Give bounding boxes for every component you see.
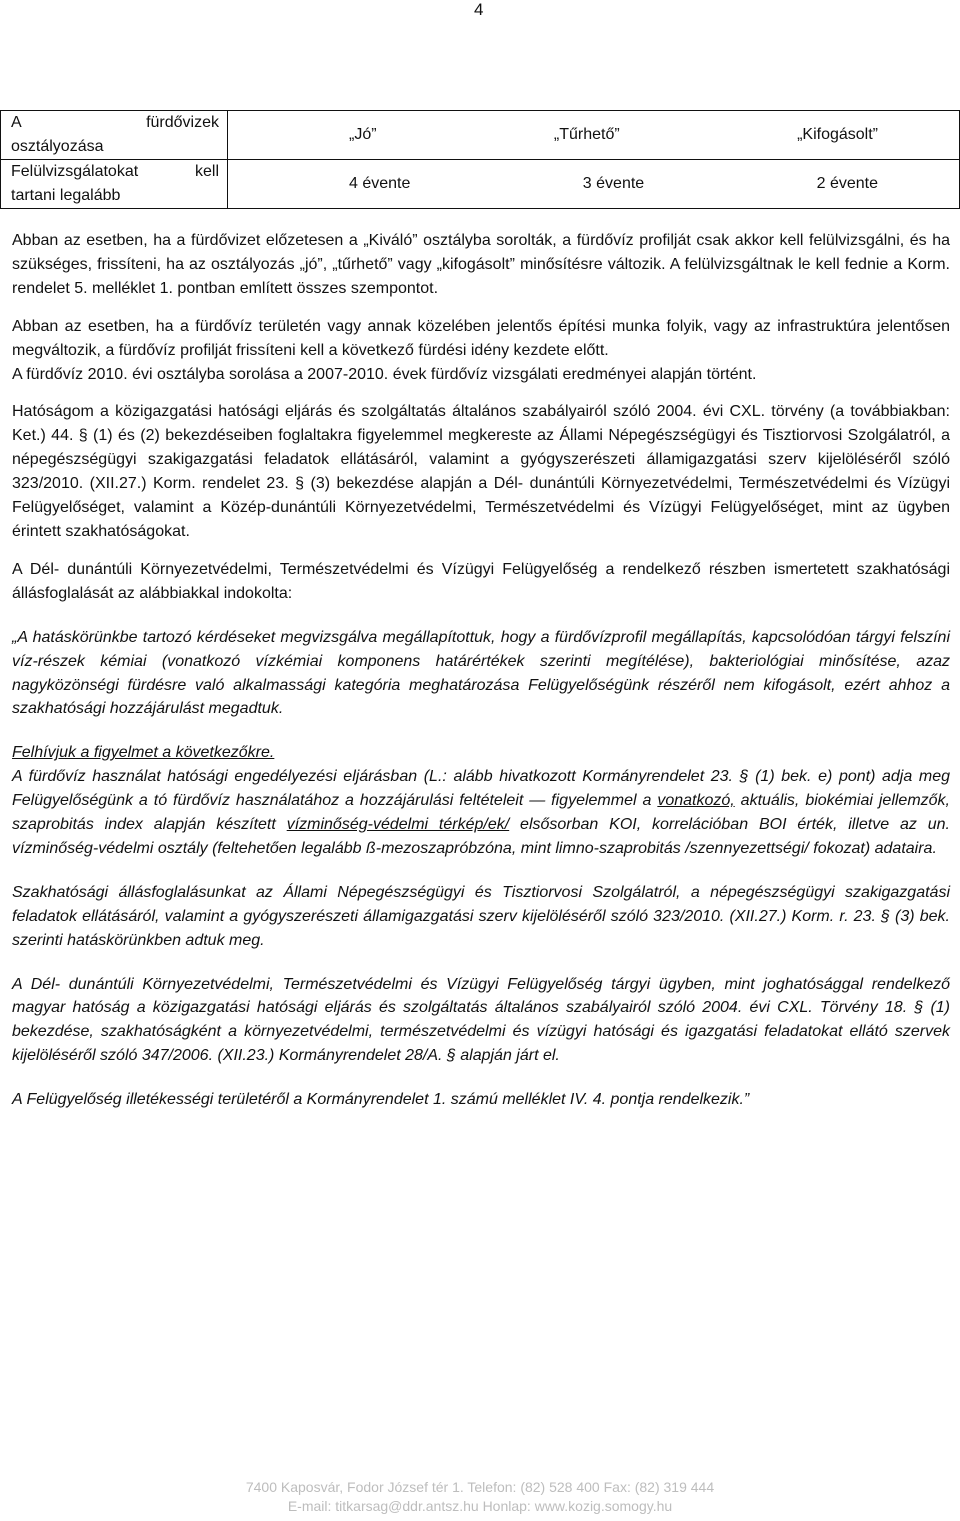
label-word: A: [11, 114, 22, 131]
attention-heading: Felhívjuk a figyelmet a következőkre.: [12, 744, 275, 762]
table-row: [1, 111, 960, 160]
paragraph-classification-basis: A fürdővíz 2010. évi osztályba sorolása a 2007-2010. évek fürdővíz vizsgálati eredményei alapján történt.: [12, 365, 757, 383]
label-word: osztályozása: [11, 138, 104, 155]
paragraph-review-conditions: Abban az esetben, ha a fürdővizet előzetesen a „Kiváló” osztályba sorolták, a fürdővíz profilját csak akkor kell felülvizsgálni, és ha szükséges, frissíteni, ha az osztályozás „jó”, „tűrhető” vagy „kifogásolt” minősítésre változik. A felülvizsgáltnak le kell fednie a Korm. rendelet 5. melléklet 1. pontban említett összes szempontot.: [12, 232, 950, 297]
interval-tolerable: 3 évente: [582, 175, 645, 192]
review-label-cell: [1, 160, 228, 209]
class-tolerable: „Tűrhető”: [553, 126, 620, 143]
paragraph-attention: [12, 765, 950, 861]
label-word: Felülvizsgálatokat: [11, 163, 139, 180]
table-row: [1, 160, 960, 209]
footer-address: 7400 Kaposvár, Fodor József tér 1. Telefon: (82) 528 400 Fax: (82) 319 444: [245, 1479, 715, 1495]
paragraph-territory: A Felügyelőség illetékességi területéről a Kormányrendelet 1. számú melléklet IV. 4. pontja rendelkezik.”: [12, 1091, 750, 1109]
paragraph-authority-request: Hatóságom a közigazgatási hatósági eljárás és szolgáltatás általános szabályairól szóló 2004. évi CXL. törvény (a továbbiakban: Ket.) 44. § (1) és (2) bekezdéseiben foglaltakra figyelemmel megkereste az Állami Népegészségügyi és Tisztiorvosi Szolgálatról, a népegészségügyi szakigazgatási feladatok ellátásáról, valamint a gyógyszerészeti államigazgatási szerv kijelöléséről szóló 323/2010. (XII.27.) Korm. rendelet 23. § (3) bekezdése alapján a Dél- dunántúli Környezetvédelmi, Természetvédelmi és Vízügyi Felügyelőséget, valamint a Közép-dunántúli Környezetvédelmi, Természetvédelmi és Vízügyi Felügyelőséget, mint az ügyben érintett szakhatóságokat.: [12, 403, 950, 540]
page-number: 4: [474, 0, 484, 19]
interval-good: 4 évente: [349, 175, 411, 192]
classification-table: [0, 110, 960, 209]
class-objectionable: „Kifogásolt”: [797, 126, 878, 143]
paragraph-inspectorate-reasoning: A Dél- dunántúli Környezetvédelmi, Természetvédelmi és Vízügyi Felügyelőség a rendelkező részben ismertetett szakhatósági állásfoglalását az alábbiakkal indokolta:: [12, 560, 950, 602]
label-word: fürdővizek: [146, 114, 219, 131]
attention-text: elsősorban KOI, korrelációban BOI érték, illetve az un. vízminőség-védelmi osztály (feltehetően legalább ß-mezoszapróbzóna, mint limno-szaprobitás /szennyezettségi/ fokozat) adataira.: [12, 816, 950, 857]
classification-header-cell: [228, 111, 960, 160]
page-footer: [0, 1478, 960, 1516]
attention-text: A fürdővíz használat hatósági engedélyezési eljárásban (L.: alább hivatkozott Kormányrendelet 23. § (1) bek. e) pont) adja meg Felügyelőségünk a tó fürdővíz használatához a hozzájárulási feltételeit — figyelemmel a: [12, 768, 950, 810]
label-word: tartani legalább: [11, 187, 121, 204]
label-word: kell: [194, 163, 219, 180]
classification-label-cell: [1, 111, 228, 160]
attention-underlined: vonatkozó,: [657, 792, 735, 810]
footer-contact: E-mail: titkarsag@ddr.antsz.hu Honlap: www.kozig.somogy.hu: [287, 1498, 673, 1514]
paragraph-competence: Szakhatósági állásfoglalásunkat az Állami Népegészségügyi és Tisztiorvosi Szolgálatról, a népegészségügyi szakigazgatási feladatok ellátásáról, valamint a gyógyszerészeti államigazgatási szerv kijelöléséről szóló 323/2010. (XII.27.) Korm. r. 23. § (3) bek. szerinti hatáskörünkben adtuk meg.: [12, 883, 950, 949]
paragraph-construction: Abban az esetben, ha a fürdővíz területén vagy annak közelében jelentős építési munka folyik, vagy az infrastruktúra jelentősen megváltozik, a fürdővíz profilját frissíteni kell a következő fürdési idény kezdete előtt.: [12, 317, 950, 359]
class-good: „Jó”: [349, 126, 377, 143]
document-body: [12, 229, 950, 1112]
review-interval-cell: [228, 160, 960, 209]
quote-findings: „A hatáskörünkbe tartozó kérdéseket megvizsgálva megállapítottuk, hogy a fürdővízprofil megállapítás, kapcsolódóan tárgyi felszíni víz-részek kémiai (vonatkozó vízkémiai komponens határértékek szerinti megítélése), bakteriológiai minősítése, azaz nagyközönségi fürdésre való alkalmassági kategória meghatározása Felügyelőségünk részéről nem kifogásolt, ezért ahhoz a szakhatósági hozzájárulást megadtuk.: [12, 628, 950, 718]
interval-objectionable: 2 évente: [816, 175, 878, 192]
attention-underlined: vízminőség-védelmi térkép/ek/: [286, 816, 510, 834]
paragraph-jurisdiction: A Dél- dunántúli Környezetvédelmi, Természetvédelmi és Vízügyi Felügyelőség tárgyi ügyben, mint joghatósággal rendelkező magyar hatóság a közigazgatási hatósági eljárás és szolgáltatás általános szabályairól szóló 2004. évi CXL. Törvény 18. § (1) bekezdése, szakhatóságként a környezetvédelmi, természetvédelmi és vízügyi hatósági és igazgatási feladatokat ellátó szervek kijelöléséről szóló 347/2006. (XII.23.) Kormányrendelet 28/A. § alapján járt el.: [12, 975, 950, 1065]
attention-text: aktuális, biokémiai jellemzők, szaprobitás index alapján készített: [12, 792, 950, 834]
